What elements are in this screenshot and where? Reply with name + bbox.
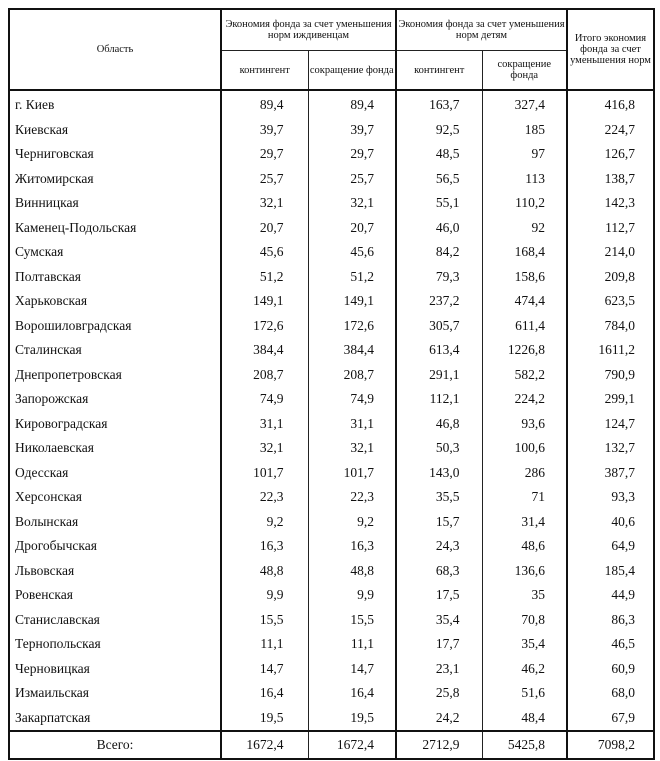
header-dependents-reduction: сокращение фонда: [308, 51, 396, 91]
dependents-reduction: 39,7: [308, 118, 396, 143]
children-reduction: 286: [482, 461, 567, 486]
dependents-reduction: 16,3: [308, 534, 396, 559]
dependents-reduction: 48,8: [308, 559, 396, 584]
region-name: Сумская: [9, 240, 221, 265]
total-economy: 185,4: [567, 559, 654, 584]
table-row: [9, 289, 654, 314]
header-children-contingent: контингент: [396, 51, 482, 91]
region-name: Станиславская: [9, 608, 221, 633]
total-economy: 124,7: [567, 412, 654, 437]
total-economy: 132,7: [567, 436, 654, 461]
total-economy: 387,7: [567, 461, 654, 486]
children-reduction: 35: [482, 583, 567, 608]
dependents-contingent: 19,5: [221, 706, 308, 732]
children-reduction: 48,6: [482, 534, 567, 559]
dependents-contingent: 32,1: [221, 436, 308, 461]
dependents-reduction: 14,7: [308, 657, 396, 682]
dependents-reduction: 29,7: [308, 142, 396, 167]
dependents-reduction: 32,1: [308, 191, 396, 216]
region-name: Винницкая: [9, 191, 221, 216]
dependents-reduction: 31,1: [308, 412, 396, 437]
dependents-reduction: 384,4: [308, 338, 396, 363]
children-contingent: 237,2: [396, 289, 482, 314]
children-reduction: 110,2: [482, 191, 567, 216]
total-economy: 60,9: [567, 657, 654, 682]
children-reduction: 97: [482, 142, 567, 167]
total-economy: 64,9: [567, 534, 654, 559]
dependents-reduction: 15,5: [308, 608, 396, 633]
table-row: [9, 142, 654, 167]
table-row: [9, 387, 654, 412]
table-row: [9, 412, 654, 437]
children-contingent: 35,5: [396, 485, 482, 510]
children-reduction: 136,6: [482, 559, 567, 584]
total-grand: 7098,2: [567, 731, 654, 759]
table-row: [9, 485, 654, 510]
total-economy: 784,0: [567, 314, 654, 339]
children-contingent: 25,8: [396, 681, 482, 706]
region-name: Дрогобычская: [9, 534, 221, 559]
table-header: [9, 9, 654, 90]
total-economy: 224,7: [567, 118, 654, 143]
total-economy: 126,7: [567, 142, 654, 167]
children-contingent: 92,5: [396, 118, 482, 143]
dependents-reduction: 51,2: [308, 265, 396, 290]
table-row: [9, 191, 654, 216]
dependents-contingent: 45,6: [221, 240, 308, 265]
dependents-reduction: 172,6: [308, 314, 396, 339]
table-body: [9, 90, 654, 731]
region-name: Одесская: [9, 461, 221, 486]
table-row: [9, 216, 654, 241]
total-dependents-contingent: 1672,4: [221, 731, 308, 759]
children-contingent: 68,3: [396, 559, 482, 584]
table-row: [9, 461, 654, 486]
children-reduction: 1226,8: [482, 338, 567, 363]
children-contingent: 17,7: [396, 632, 482, 657]
children-contingent: 46,8: [396, 412, 482, 437]
table-row: [9, 510, 654, 535]
children-contingent: 50,3: [396, 436, 482, 461]
dependents-reduction: 89,4: [308, 90, 396, 118]
total-economy: 44,9: [567, 583, 654, 608]
children-reduction: 71: [482, 485, 567, 510]
region-name: Ворошиловградская: [9, 314, 221, 339]
header-total: Итого экономия фонда за счет уменьшения норм: [567, 9, 654, 90]
total-economy: 40,6: [567, 510, 654, 535]
dependents-reduction: 74,9: [308, 387, 396, 412]
dependents-contingent: 25,7: [221, 167, 308, 192]
table-row: [9, 657, 654, 682]
total-economy: 416,8: [567, 90, 654, 118]
dependents-contingent: 32,1: [221, 191, 308, 216]
economy-fund-table: [8, 8, 655, 760]
region-name: Сталинская: [9, 338, 221, 363]
dependents-reduction: 32,1: [308, 436, 396, 461]
region-name: Тернопольская: [9, 632, 221, 657]
children-contingent: 24,3: [396, 534, 482, 559]
total-economy: 93,3: [567, 485, 654, 510]
region-name: Полтавская: [9, 265, 221, 290]
children-reduction: 35,4: [482, 632, 567, 657]
children-contingent: 46,0: [396, 216, 482, 241]
region-name: г. Киев: [9, 90, 221, 118]
table-row: [9, 436, 654, 461]
dependents-reduction: 20,7: [308, 216, 396, 241]
dependents-reduction: 208,7: [308, 363, 396, 388]
dependents-reduction: 45,6: [308, 240, 396, 265]
region-name: Днепропетровская: [9, 363, 221, 388]
children-reduction: 224,2: [482, 387, 567, 412]
dependents-contingent: 16,4: [221, 681, 308, 706]
region-name: Львовская: [9, 559, 221, 584]
dependents-reduction: 101,7: [308, 461, 396, 486]
children-reduction: 46,2: [482, 657, 567, 682]
total-economy: 138,7: [567, 167, 654, 192]
total-economy: 112,7: [567, 216, 654, 241]
total-economy: 214,0: [567, 240, 654, 265]
children-contingent: 23,1: [396, 657, 482, 682]
total-economy: 67,9: [567, 706, 654, 732]
header-children-reduction: сокращение фонда: [482, 51, 567, 91]
dependents-contingent: 149,1: [221, 289, 308, 314]
region-name: Киевская: [9, 118, 221, 143]
children-contingent: 35,4: [396, 608, 482, 633]
dependents-contingent: 20,7: [221, 216, 308, 241]
total-economy: 209,8: [567, 265, 654, 290]
children-reduction: 611,4: [482, 314, 567, 339]
dependents-reduction: 149,1: [308, 289, 396, 314]
dependents-contingent: 14,7: [221, 657, 308, 682]
region-name: Николаевская: [9, 436, 221, 461]
children-contingent: 613,4: [396, 338, 482, 363]
dependents-reduction: 25,7: [308, 167, 396, 192]
dependents-contingent: 74,9: [221, 387, 308, 412]
region-name: Житомирская: [9, 167, 221, 192]
total-label: Всего:: [9, 731, 221, 759]
header-group-dependents: Экономия фонда за счет уменьшения норм иждивенцам: [221, 9, 396, 51]
dependents-contingent: 172,6: [221, 314, 308, 339]
children-reduction: 70,8: [482, 608, 567, 633]
children-reduction: 51,6: [482, 681, 567, 706]
dependents-contingent: 29,7: [221, 142, 308, 167]
children-contingent: 291,1: [396, 363, 482, 388]
dependents-reduction: 9,9: [308, 583, 396, 608]
dependents-contingent: 48,8: [221, 559, 308, 584]
region-name: Херсонская: [9, 485, 221, 510]
children-contingent: 48,5: [396, 142, 482, 167]
dependents-reduction: 22,3: [308, 485, 396, 510]
dependents-contingent: 31,1: [221, 412, 308, 437]
region-name: Закарпатская: [9, 706, 221, 732]
children-reduction: 185: [482, 118, 567, 143]
children-contingent: 15,7: [396, 510, 482, 535]
region-name: Харьковская: [9, 289, 221, 314]
children-reduction: 582,2: [482, 363, 567, 388]
children-contingent: 56,5: [396, 167, 482, 192]
dependents-contingent: 16,3: [221, 534, 308, 559]
children-reduction: 158,6: [482, 265, 567, 290]
children-reduction: 327,4: [482, 90, 567, 118]
region-name: Кировоградская: [9, 412, 221, 437]
dependents-contingent: 9,9: [221, 583, 308, 608]
dependents-reduction: 9,2: [308, 510, 396, 535]
children-reduction: 474,4: [482, 289, 567, 314]
table-row: [9, 167, 654, 192]
children-contingent: 143,0: [396, 461, 482, 486]
header-group-children: Экономия фонда за счет уменьшения норм детям: [396, 9, 567, 51]
children-reduction: 48,4: [482, 706, 567, 732]
total-dependents-reduction: 1672,4: [308, 731, 396, 759]
dependents-reduction: 16,4: [308, 681, 396, 706]
table-row: [9, 559, 654, 584]
total-economy: 623,5: [567, 289, 654, 314]
header-region: Область: [9, 9, 221, 90]
total-economy: 1611,2: [567, 338, 654, 363]
table-row: [9, 632, 654, 657]
dependents-contingent: 39,7: [221, 118, 308, 143]
dependents-contingent: 22,3: [221, 485, 308, 510]
table-row: [9, 118, 654, 143]
dependents-contingent: 101,7: [221, 461, 308, 486]
total-economy: 299,1: [567, 387, 654, 412]
region-name: Ровенская: [9, 583, 221, 608]
dependents-contingent: 11,1: [221, 632, 308, 657]
total-children-reduction: 5425,8: [482, 731, 567, 759]
table-row: [9, 363, 654, 388]
table-row: [9, 583, 654, 608]
dependents-contingent: 9,2: [221, 510, 308, 535]
header-dependents-contingent: контингент: [221, 51, 308, 91]
total-economy: 142,3: [567, 191, 654, 216]
children-contingent: 79,3: [396, 265, 482, 290]
total-economy: 790,9: [567, 363, 654, 388]
dependents-reduction: 11,1: [308, 632, 396, 657]
table-row: [9, 681, 654, 706]
region-name: Черниговская: [9, 142, 221, 167]
children-reduction: 168,4: [482, 240, 567, 265]
table-row: [9, 534, 654, 559]
children-contingent: 55,1: [396, 191, 482, 216]
table-row: [9, 706, 654, 732]
region-name: Запорожская: [9, 387, 221, 412]
children-contingent: 84,2: [396, 240, 482, 265]
region-name: Черновицкая: [9, 657, 221, 682]
region-name: Каменец-Подольская: [9, 216, 221, 241]
children-contingent: 305,7: [396, 314, 482, 339]
total-row: [9, 731, 654, 759]
dependents-contingent: 51,2: [221, 265, 308, 290]
table-row: [9, 240, 654, 265]
dependents-contingent: 15,5: [221, 608, 308, 633]
dependents-reduction: 19,5: [308, 706, 396, 732]
total-economy: 68,0: [567, 681, 654, 706]
children-contingent: 24,2: [396, 706, 482, 732]
children-contingent: 17,5: [396, 583, 482, 608]
children-reduction: 92: [482, 216, 567, 241]
region-name: Измаильская: [9, 681, 221, 706]
total-economy: 86,3: [567, 608, 654, 633]
table-row: [9, 90, 654, 118]
dependents-contingent: 89,4: [221, 90, 308, 118]
children-contingent: 112,1: [396, 387, 482, 412]
children-contingent: 163,7: [396, 90, 482, 118]
dependents-contingent: 208,7: [221, 363, 308, 388]
dependents-contingent: 384,4: [221, 338, 308, 363]
children-reduction: 93,6: [482, 412, 567, 437]
children-reduction: 113: [482, 167, 567, 192]
table-row: [9, 265, 654, 290]
children-reduction: 31,4: [482, 510, 567, 535]
region-name: Волынская: [9, 510, 221, 535]
total-children-contingent: 2712,9: [396, 731, 482, 759]
table-footer: [9, 731, 654, 759]
table-row: [9, 314, 654, 339]
table-row: [9, 608, 654, 633]
total-economy: 46,5: [567, 632, 654, 657]
table-row: [9, 338, 654, 363]
children-reduction: 100,6: [482, 436, 567, 461]
